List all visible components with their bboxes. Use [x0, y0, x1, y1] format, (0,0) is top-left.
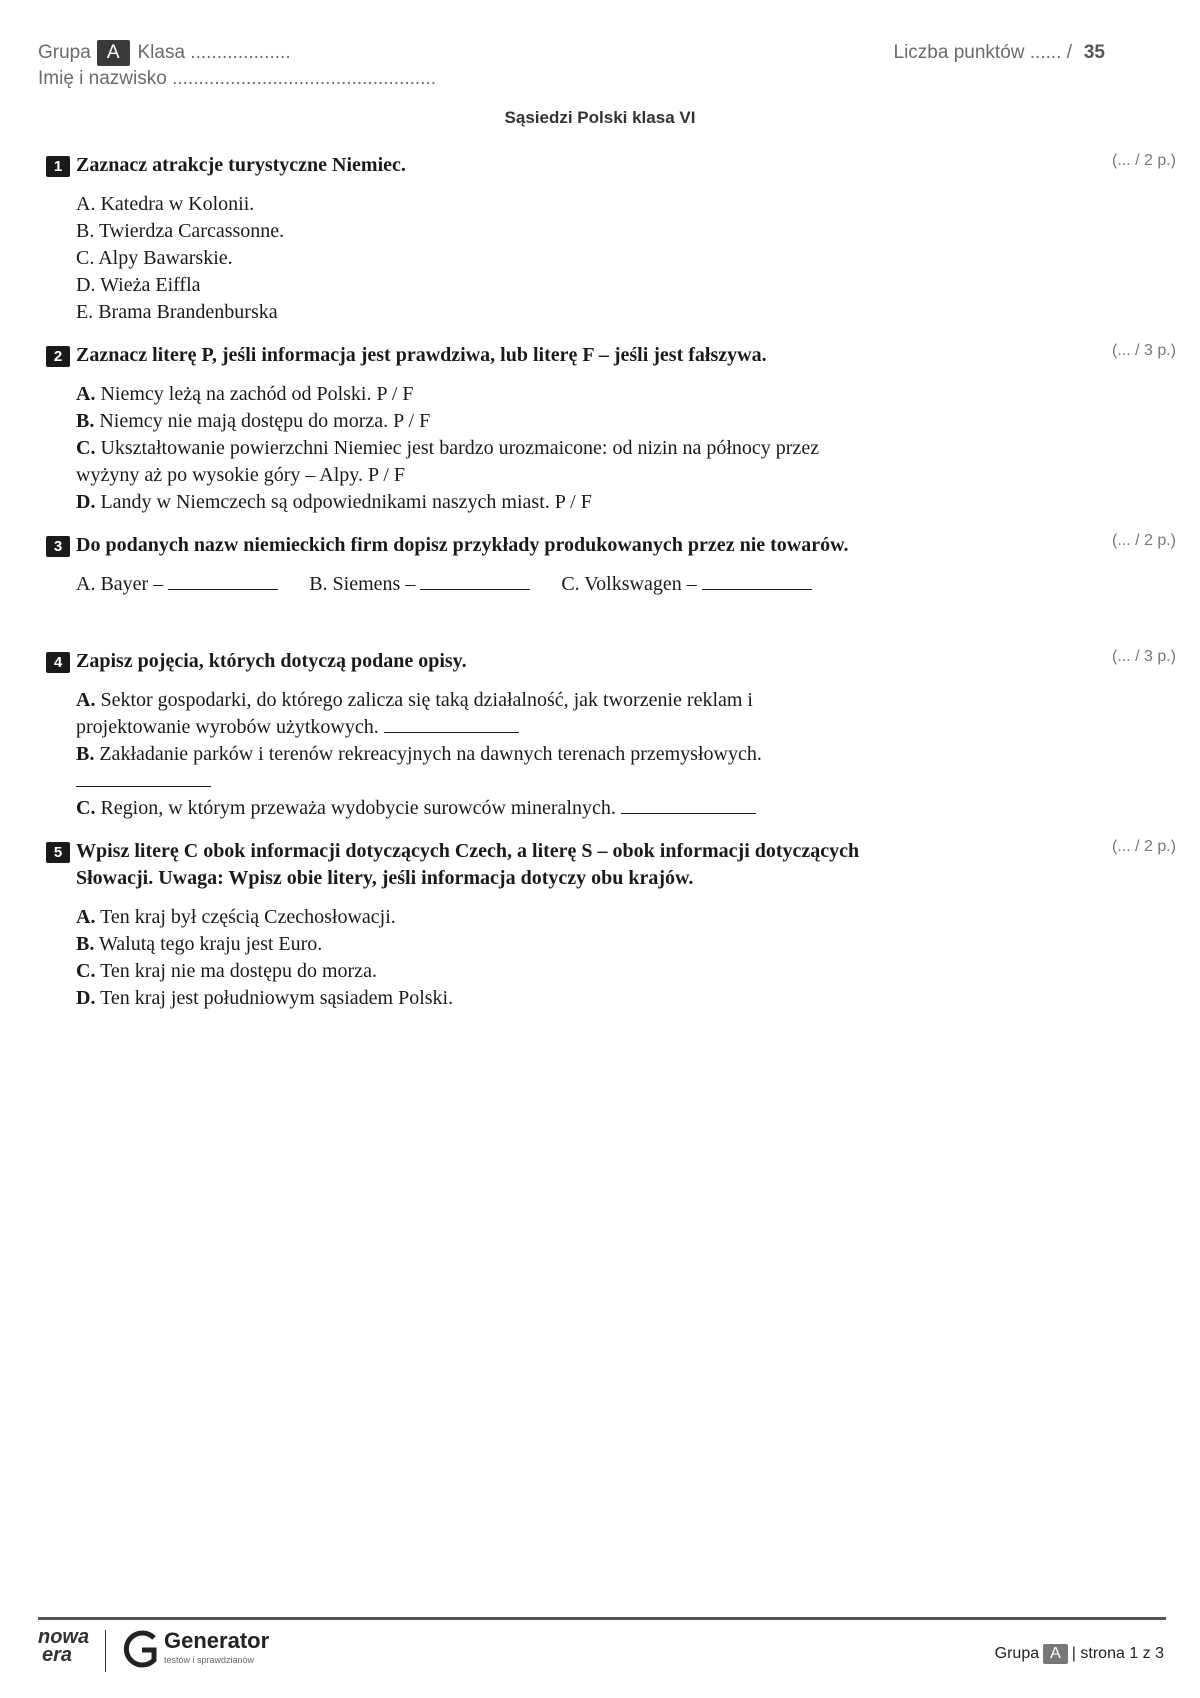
task-4 [46, 648, 1176, 822]
answer-blank[interactable] [702, 588, 812, 590]
footer-group-badge: A [1043, 1644, 1068, 1664]
answer-item[interactable]: C. Ten kraj nie ma dostępu do morza. [76, 960, 377, 982]
task-number: 2 [46, 346, 70, 367]
task-1 [46, 152, 1176, 326]
answer-blank[interactable] [384, 731, 519, 733]
fill-item: C. Volkswagen – [561, 573, 811, 595]
task-points: (... / 3 p.) [1111, 342, 1176, 359]
definition-item: B. Zakładanie parków i terenów rekreacyjnych na dawnych terenach przemysłowych. [76, 741, 836, 795]
page-title: Sąsiedzi Polski klasa VI [504, 108, 696, 127]
task-question: 1 Zaznacz atrakcje turystyczne Niemiec. [46, 152, 926, 179]
answer-option[interactable]: A. Katedra w Kolonii. [76, 193, 255, 215]
answer-list [46, 381, 846, 516]
nowa-era-logo: nowa era [38, 1626, 90, 1666]
answer-option[interactable]: B. Twierdza Carcassonne. [76, 220, 285, 242]
logo-separator [105, 1630, 106, 1672]
generator-logo: Generator testów i sprawdzianów [120, 1628, 160, 1675]
answer-list [46, 191, 1176, 326]
name-field: Imię i nazwisko .................................................. [38, 68, 437, 89]
answer-item[interactable]: D. Ten kraj jest południowym sąsiadem Polski. [76, 987, 454, 1009]
answer-item[interactable]: B. Walutą tego kraju jest Euro. [76, 933, 323, 955]
definition-item: A. Sektor gospodarki, do którego zalicza się taką działalność, jak tworzenie reklam i projektowanie wyrobów użytkowych. [76, 689, 753, 738]
answer-option[interactable]: C. Alpy Bawarskie. [76, 247, 233, 269]
true-false-item[interactable]: A. Niemcy leżą na zachód od Polski. P / F [76, 383, 414, 405]
page-number: | strona 1 z 3 [1071, 1645, 1164, 1662]
task-number: 5 [46, 842, 70, 863]
task-points: (... / 2 p.) [1111, 152, 1176, 169]
answer-list [46, 904, 1176, 1012]
group-badge: A [97, 40, 130, 66]
true-false-item[interactable]: B. Niemcy nie mają dostępu do morza. P / F [76, 410, 431, 432]
answer-option[interactable]: E. Brama Brandenburska [76, 301, 278, 323]
answer-blank[interactable] [420, 588, 530, 590]
task-question: 2 Zaznacz literę P, jeśli informacja jest prawdziwa, lub literę F – jeśli jest fałszywa. [46, 342, 926, 369]
answer-blank[interactable] [76, 785, 211, 787]
task-number: 3 [46, 536, 70, 557]
class-field: Klasa ................... [137, 42, 291, 63]
fill-item: B. Siemens – [309, 573, 530, 595]
true-false-item[interactable]: C. Ukształtowanie powierzchni Niemiec jest bardzo urozmaicone: od nizin na północy przez wyżyny aż po wysokie góry – Alpy. P / F [76, 437, 820, 486]
footer-divider [38, 1617, 1166, 1620]
header-group-line [38, 40, 291, 66]
task-number: 1 [46, 156, 70, 177]
true-false-item[interactable]: D. Landy w Niemczech są odpowiednikami naszych miast. P / F [76, 491, 592, 513]
task-2 [46, 342, 1176, 516]
task-3 [46, 532, 1176, 598]
group-label: Grupa [38, 42, 91, 63]
answer-list [46, 687, 836, 822]
task-points: (... / 2 p.) [1111, 532, 1176, 549]
task-points: (... / 3 p.) [1111, 648, 1176, 665]
answer-option[interactable]: D. Wieża Eiffla [76, 274, 201, 296]
answer-blank[interactable] [621, 812, 756, 814]
answer-blank[interactable] [168, 588, 278, 590]
task-question: 3 Do podanych nazw niemieckich firm dopisz przykłady produkowanych przez nie towarów. [46, 532, 926, 559]
fill-in-row [46, 571, 1176, 598]
fill-item: A. Bayer – [76, 573, 278, 595]
task-question: 5 Wpisz literę C obok informacji dotyczących Czech, a literę S – obok informacji dotyczących Słowacji. Uwaga: Wpisz obie litery, jeśli informacja dotyczy obu krajów. [46, 838, 926, 892]
task-points: (... / 2 p.) [1111, 838, 1176, 855]
task-5 [46, 838, 1176, 1012]
points-total: 35 [1083, 42, 1105, 63]
page-footer-info: Grupa A | strona 1 z 3 [994, 1645, 1164, 1662]
answer-item[interactable]: A. Ten kraj był częścią Czechosłowacji. [76, 906, 396, 928]
task-number: 4 [46, 652, 70, 673]
points-label: Liczba punktów ...... / [893, 42, 1072, 63]
task-question: 4 Zapisz pojęcia, których dotyczą podane opisy. [46, 648, 926, 675]
definition-item: C. Region, w którym przeważa wydobycie surowców mineralnych. [76, 795, 836, 822]
generator-g-icon [120, 1628, 160, 1670]
